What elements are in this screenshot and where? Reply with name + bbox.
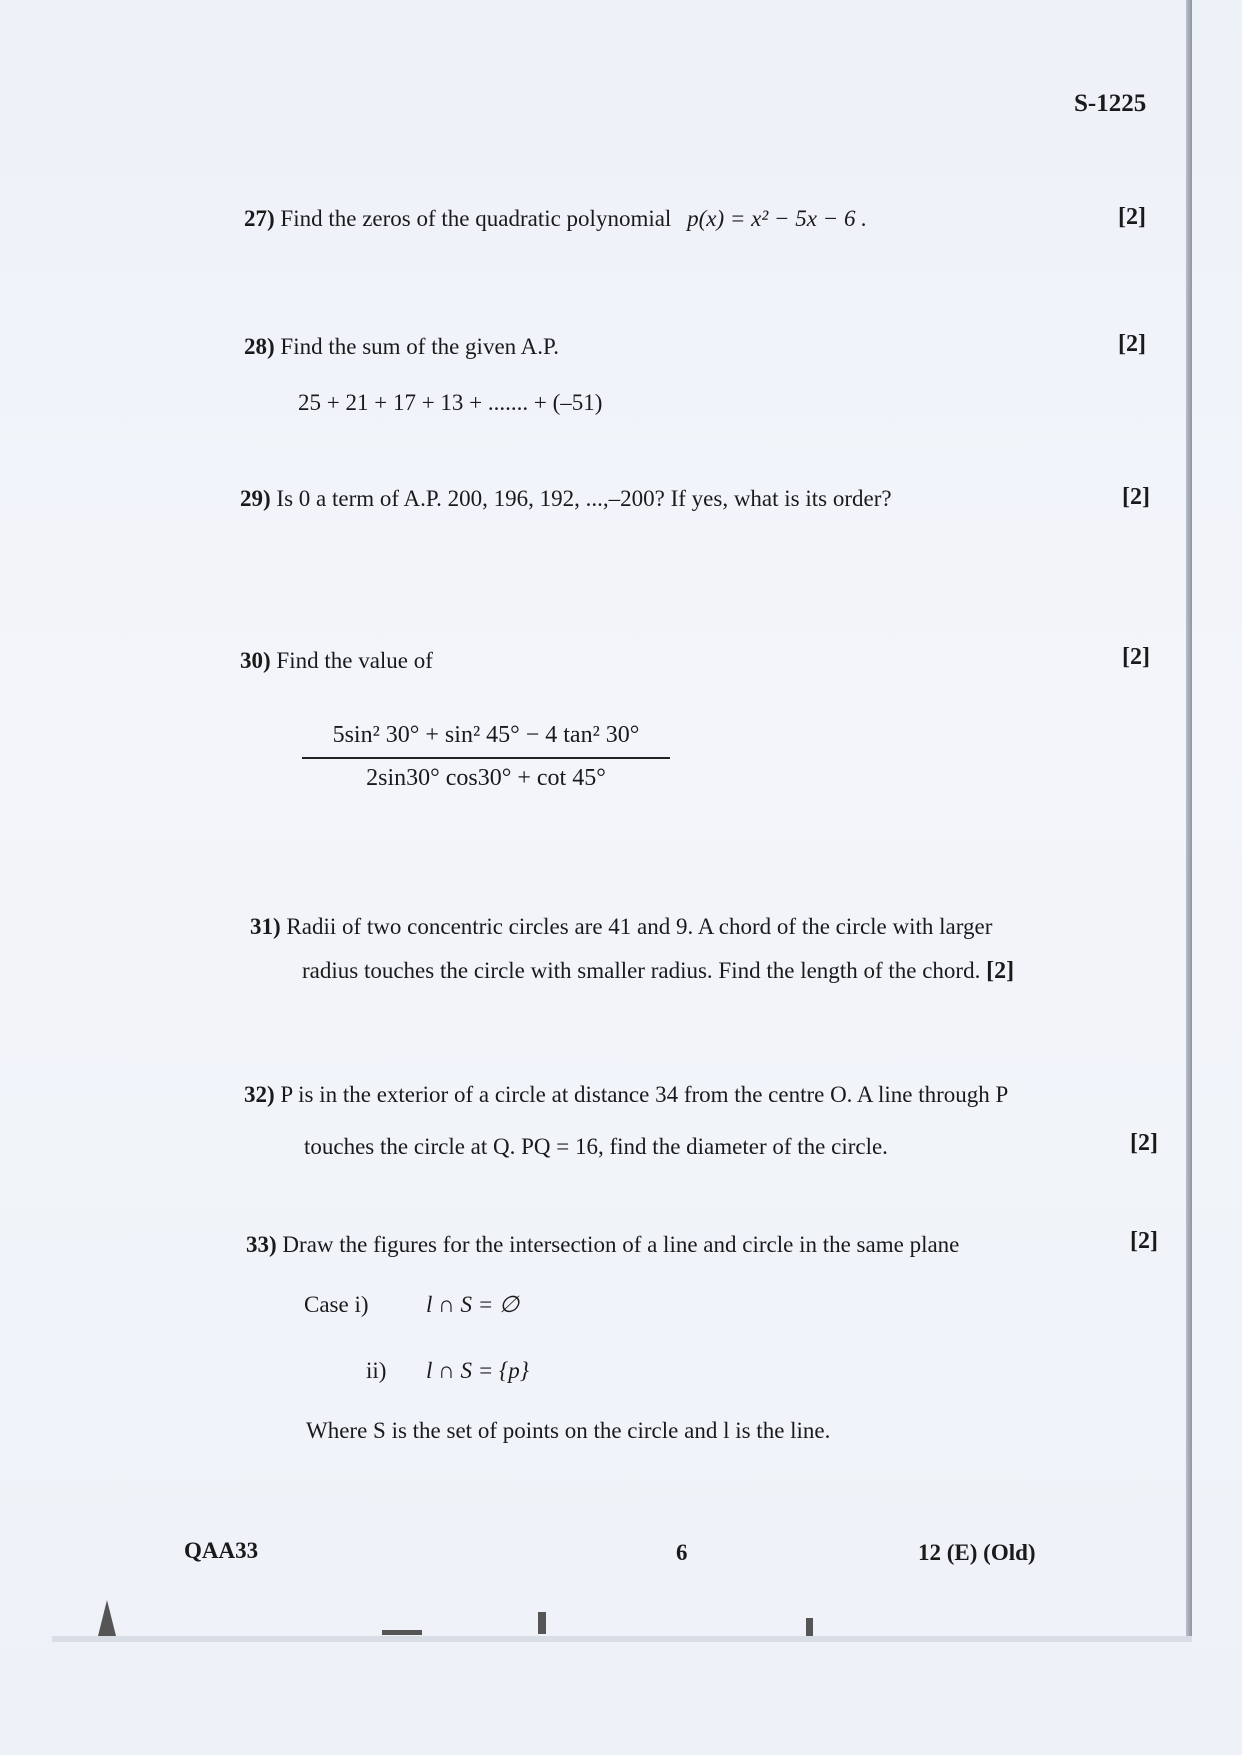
question-27 [244,206,867,232]
question-33 [246,1232,959,1258]
scan-mark [806,1618,813,1636]
marks-30: [2] [1122,644,1150,670]
question-text: Find the value of [276,648,433,673]
fraction-bar [302,757,670,759]
question-number: 30) [240,648,271,673]
scan-mark [538,1612,546,1634]
case-2-label: ii) [366,1358,387,1383]
case-1-expression: l ∩ S = ∅ [426,1292,520,1317]
question-number: 28) [244,334,275,359]
question-32-line2: touches the circle at Q. PQ = 16, find the diameter of the circle. [304,1134,888,1159]
marks-31: [2] [986,958,1015,984]
trig-fraction [302,722,670,792]
fraction-numerator: 5sin² 30° + sin² 45° − 4 tan² 30° [332,722,640,748]
page-bottom-edge [52,1636,1192,1642]
question-text-line2: radius touches the circle with smaller radius. Find the length of the chord. [302,958,981,983]
footer-code: QAA33 [184,1538,259,1563]
question-29 [240,486,892,512]
scan-mark [98,1600,116,1636]
question-number: 27) [244,206,275,231]
question-text: Find the sum of the given A.P. [280,334,559,359]
question-31 [250,914,992,940]
question-30 [240,648,433,674]
ap-series: 25 + 21 + 17 + 13 + ....... + (–51) [298,390,603,415]
paper-code: S-1225 [1074,90,1147,117]
question-text: Find the zeros of the quadratic polynomial [280,206,672,231]
marks-29: [2] [1122,484,1150,510]
question-text-line1: Radii of two concentric circles are 41 and 9. A chord of the circle with larger [286,914,993,939]
polynomial-expression: p(x) = x² − 5x − 6 . [687,206,867,231]
marks-28: [2] [1118,331,1146,357]
page-number: 6 [676,1540,688,1565]
footer-edition: 12 (E) (Old) [918,1540,1036,1565]
marks-32: [2] [1130,1130,1158,1156]
question-number: 29) [240,486,271,511]
question-number: 31) [250,914,281,939]
fraction-denominator: 2sin30° cos30° + cot 45° [366,765,606,791]
page-edge [1186,0,1192,1640]
case-1-label: Case i) [304,1292,369,1317]
question-32 [244,1082,1008,1108]
question-number: 32) [244,1082,275,1107]
case-2-expression: l ∩ S = {p} [426,1358,529,1383]
scan-mark [382,1630,422,1635]
question-text-line1: P is in the exterior of a circle at distance 34 from the centre O. A line through P [280,1082,1009,1107]
question-31-line2 [302,958,1014,985]
question-number: 33) [246,1232,277,1257]
question-28 [244,334,559,360]
question-text: Draw the figures for the intersection of a line and circle in the same plane [282,1232,960,1257]
marks-27: [2] [1118,204,1146,230]
marks-33: [2] [1130,1228,1158,1254]
question-text: Is 0 a term of A.P. 200, 196, 192, ...,–200? If yes, what is its order? [276,486,892,511]
question-33-note: Where S is the set of points on the circle and l is the line. [306,1418,831,1443]
